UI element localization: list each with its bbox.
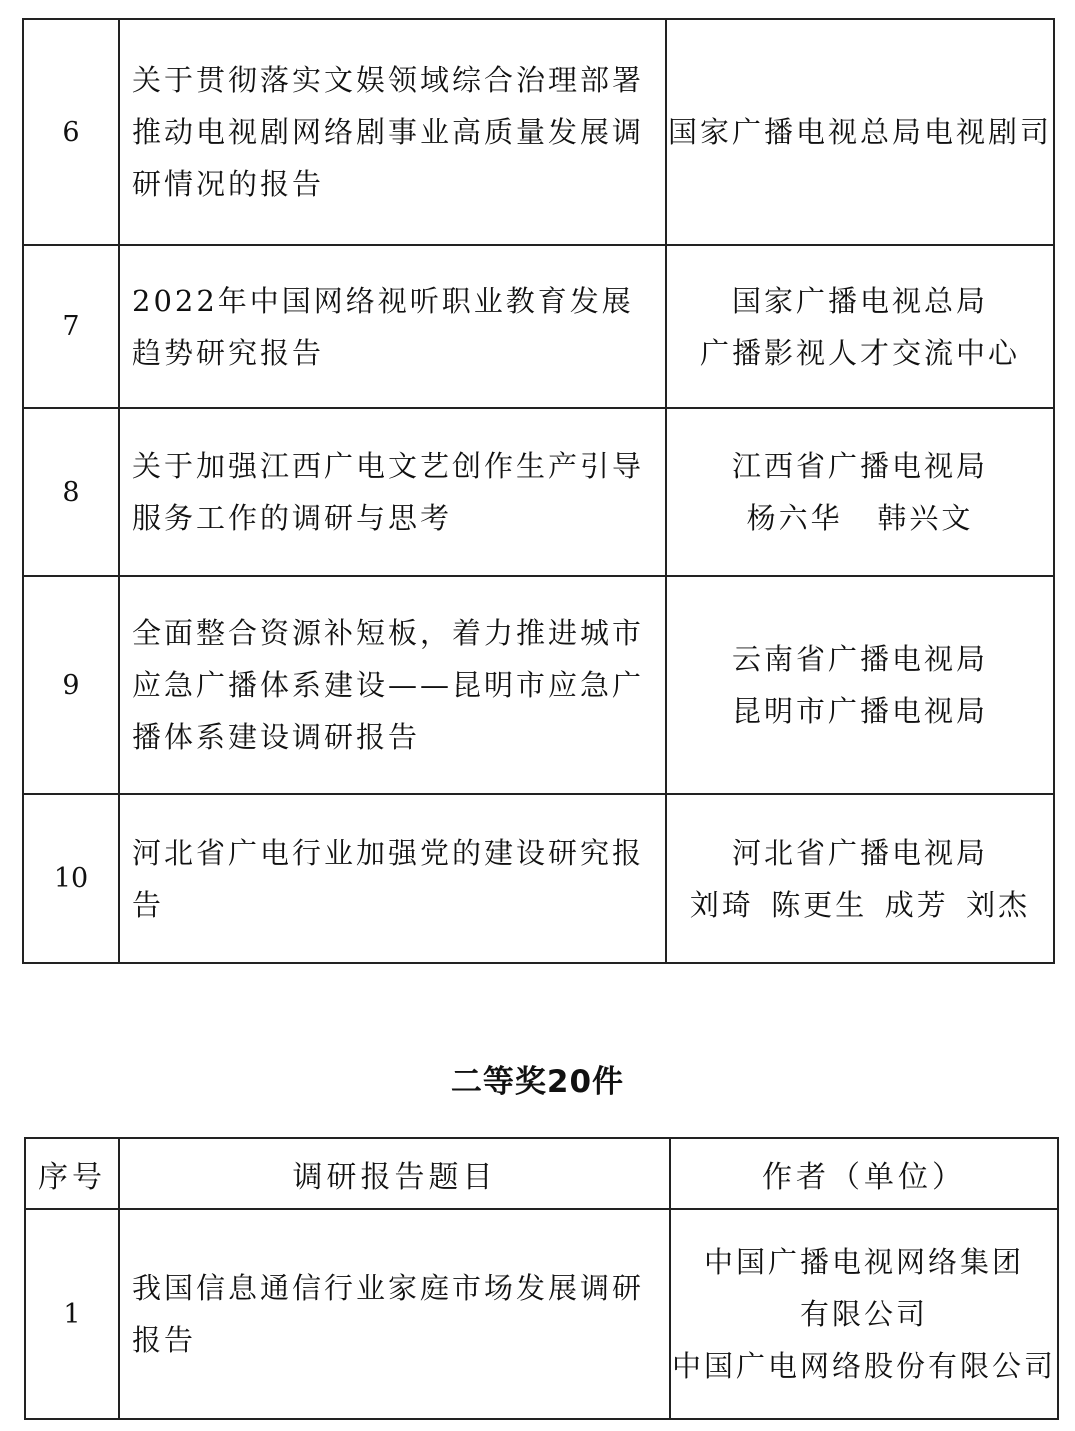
table-row [23,19,1054,245]
table-row [25,1209,1058,1419]
author-name: 中国广播电视网络集团 [703,1245,1024,1279]
author-name: 江西省广播电视局 [731,449,988,483]
author-name: 成芳 [884,887,949,922]
author-line [667,106,1053,158]
column-header-author: 作者（单位） [670,1138,1058,1209]
author-line [671,1236,1057,1288]
author-name: 昆明市广播电视局 [731,694,988,728]
author-name: 韩兴文 [877,501,974,535]
row-number: 7 [23,245,119,408]
author-name: 国家广播电视总局 [731,283,988,318]
report-title: 河北省广电行业加强党的建设研究报告 [119,794,666,963]
author-line [667,492,1053,544]
author-name: 中国广电网络股份有限公司 [671,1349,1056,1383]
table-row [23,576,1054,794]
table-header-row [25,1138,1058,1209]
author-line [667,685,1053,737]
column-header-title: 调研报告题目 [119,1138,670,1209]
author-name: 河北省广播电视局 [731,835,988,870]
author-unit [666,245,1054,408]
column-header-number: 序号 [25,1138,119,1209]
author-name: 广播影视人才交流中心 [699,335,1020,370]
author-name: 陈更生 [771,887,868,922]
author-unit [666,408,1054,576]
row-number: 10 [23,794,119,963]
author-unit [666,794,1054,963]
author-line [667,275,1053,327]
author-line [667,633,1053,685]
author-unit [670,1209,1058,1419]
row-number: 6 [23,19,119,245]
report-title: 我国信息通信行业家庭市场发展调研报告 [119,1209,670,1419]
row-number: 9 [23,576,119,794]
author-name: 国家广播电视总局电视剧司 [667,115,1052,149]
author-name: 刘杰 [966,887,1031,922]
author-line [667,879,1053,931]
author-name: 有限公司 [799,1297,928,1331]
table-row [23,408,1054,576]
award-table-first-prize [22,18,1055,964]
report-title: 2022年中国网络视听职业教育发展趋势研究报告 [119,245,666,408]
author-unit [666,576,1054,794]
author-name: 刘琦 [689,887,754,922]
table-row [23,245,1054,408]
author-line [667,327,1053,379]
author-name: 云南省广播电视局 [731,642,988,676]
row-number: 8 [23,408,119,576]
section-heading: 二等奖20件 [450,1064,625,1100]
author-line [671,1288,1057,1340]
row-number: 1 [25,1209,119,1419]
report-title: 关于加强江西广电文艺创作生产引导服务工作的调研与思考 [119,408,666,576]
author-name: 杨六华 [746,501,843,535]
report-title: 全面整合资源补短板，着力推进城市应急广播体系建设——昆明市应急广播体系建设调研报告 [119,576,666,794]
award-table-second-prize [24,1137,1059,1420]
author-line [667,440,1053,492]
author-line [671,1340,1057,1392]
report-title: 关于贯彻落实文娱领域综合治理部署推动电视剧网络剧事业高质量发展调研情况的报告 [119,19,666,245]
author-line [667,827,1053,879]
table-row [23,794,1054,963]
author-unit [666,19,1054,245]
